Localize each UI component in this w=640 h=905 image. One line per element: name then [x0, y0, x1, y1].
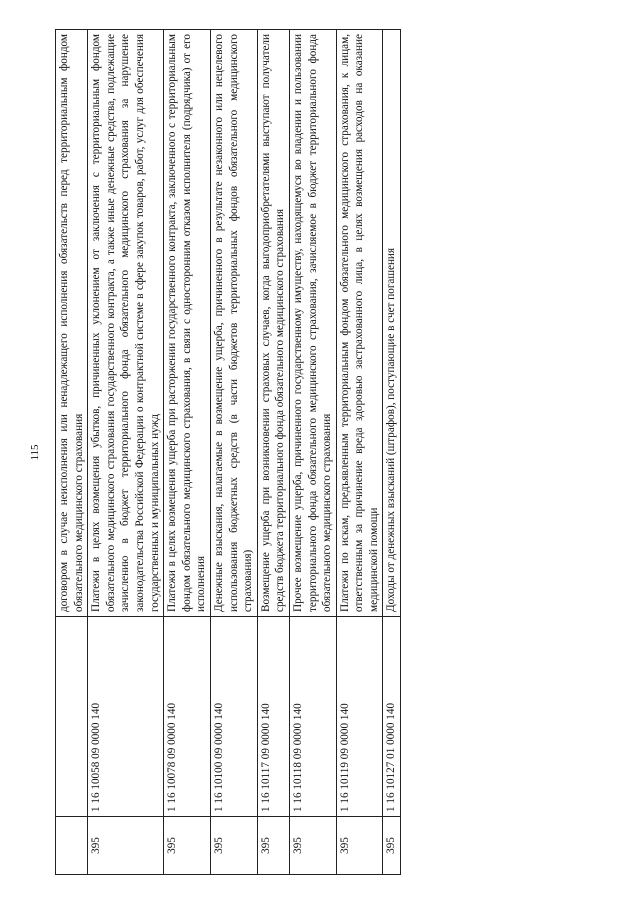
admin-code-cell: 395	[164, 817, 211, 875]
budget-code-cell	[56, 617, 88, 817]
description-cell: Платежи в целях возмещения ущерба при расторжении государственного контракта, заключенного с территориальным фондом обязательного медицинского страхования, в связи с односторонним отказом исполнителя (подрядчика) от его исполнения	[164, 30, 211, 617]
admin-code-cell: 395	[289, 817, 336, 875]
table-row	[289, 30, 336, 875]
rotated-page	[29, 30, 585, 875]
admin-code-cell: 395	[257, 817, 289, 875]
admin-code-cell	[56, 817, 88, 875]
description-cell: договором в случае неисполнения или ненадлежащего исполнения обязательств перед территориальным фондом обязательного медицинского страхования	[56, 30, 88, 617]
budget-code-cell: 1 16 10127 01 0000 140	[383, 617, 401, 817]
budget-code-cell: 1 16 10058 09 0000 140	[88, 617, 164, 817]
description-cell: Платежи в целях возмещения убытков, причиненных уклонением от заключения с территориальным фондом обязательного медицинского страхования государственного контракта, а также иные денежные средства, подлежащие зачислению в бюджет территориального фонда обязательного медицинского страхования за нарушение законодательства Российской Федерации о контрактной системе в сфере закупок товаров, работ, услуг для обеспечения государственных и муниципальных нужд	[88, 30, 164, 617]
table-row	[56, 30, 88, 875]
description-cell: Денежные взыскания, налагаемые в возмещение ущерба, причиненного в результате незаконного или нецелевого использования бюджетных средств (в части бюджетов территориальных фондов обязательного медицинского страхования)	[210, 30, 257, 617]
table-body	[56, 30, 401, 875]
description-cell: Возмещение ущерба при возникновении страховых случаев, когда выгодоприобретателями выступают получатели средств бюджета территориального фонда обязательного медицинского страхования	[257, 30, 289, 617]
budget-code-cell: 1 16 10119 09 0000 140	[336, 617, 383, 817]
budget-code-cell: 1 16 10100 09 0000 140	[210, 617, 257, 817]
admin-code-cell: 395	[88, 817, 164, 875]
page-number: 115	[29, 444, 41, 461]
budget-code-cell: 1 16 10118 09 0000 140	[289, 617, 336, 817]
table-row	[383, 30, 401, 875]
admin-code-cell: 395	[383, 817, 401, 875]
table-row	[257, 30, 289, 875]
admin-code-cell: 395	[336, 817, 383, 875]
description-cell: Прочее возмещение ущерба, причиненного государственному имуществу, находящемуся во владении и пользовании территориального фонда обязательного медицинского страхования, зачисляемое в бюджет территориального фонда обязательного медицинского страхования	[289, 30, 336, 617]
table-row	[336, 30, 383, 875]
budget-code-cell: 1 16 10078 09 0000 140	[164, 617, 211, 817]
budget-code-cell: 1 16 10117 09 0000 140	[257, 617, 289, 817]
admin-code-cell: 395	[210, 817, 257, 875]
description-cell: Платежи по искам, предъявленным территориальным фондом обязательного медицинского страхования, к лицам, ответственным за причинение вреда здоровью застрахованного лица, в целях возмещения расходов на оказание медицинской помощи	[336, 30, 383, 617]
description-cell: Доходы от денежных взысканий (штрафов), поступающие в счет погашения	[383, 30, 401, 617]
budget-classification-table	[55, 29, 401, 875]
table-row	[88, 30, 164, 875]
table-row	[164, 30, 211, 875]
table-row	[210, 30, 257, 875]
